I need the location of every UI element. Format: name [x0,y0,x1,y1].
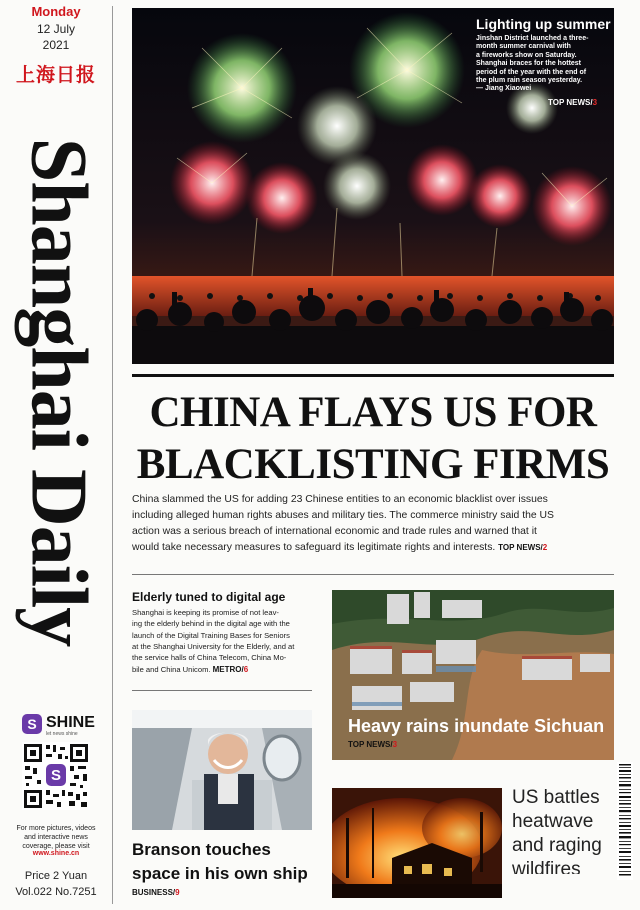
shine-url-link[interactable]: www.shine.cn [32,850,80,857]
shine-note-line: and interactive news [24,834,88,841]
section-divider [132,574,614,575]
elderly-body-line: the service halls of China Telecom, China Mo- [132,653,287,663]
section-label: BUSINESS/ [132,888,176,897]
hero-caption-line: period of the year with the end of [476,68,587,76]
masthead-title-box [8,92,108,692]
page-number: 3 [592,98,598,107]
hero-caption-line: a fireworks show on Saturday. [476,51,577,59]
page-number: 2 [542,543,548,552]
branson-headline[interactable]: space in his own ship [132,864,308,883]
column-divider [112,6,113,904]
shine-name: SHINE [46,714,95,731]
lead-body-text: would take necessary measures to safeguard its legitimate rights and interests. [132,542,496,553]
hero-caption-line: month summer carnival with [476,43,571,51]
shine-logo-icon: S [22,714,42,734]
elderly-headline[interactable]: Elderly tuned to digital age [132,590,286,604]
elderly-body-text: bile and China Unicom. [132,664,211,674]
page-number: 3 [392,740,398,749]
elderly-body-line: ing the elderly behind in the digital age with the [132,619,290,629]
section-label: TOP NEWS/ [548,98,593,107]
wildfire-headline-line: US battles [512,787,600,808]
shine-logo[interactable] [22,714,112,738]
wildfire-headline-line: and raging [512,835,602,856]
wildfire-photo[interactable] [332,788,502,898]
elderly-page-ref[interactable] [213,665,249,674]
sichuan-headline[interactable]: Heavy rains inundate Sichuan [348,716,605,736]
shine-note-line: For more pictures, videos [16,825,96,832]
hero-headline[interactable]: Lighting up summer [476,16,611,32]
hero-page-ref[interactable] [548,98,597,107]
issue-day: Monday [31,4,81,19]
wildfire-headline-line: wildfires [512,859,581,874]
lead-top-rule [132,374,614,377]
hero-caption-line: Shanghai braces for the hottest [476,60,582,68]
page-number: 6 [243,664,249,674]
branson-page-ref[interactable] [132,888,180,897]
masthead-title: Shanghai Daily [14,137,103,647]
issue-year: 2021 [42,38,70,52]
chinese-masthead: 上海日报 [15,65,96,86]
qr-code-icon[interactable] [22,742,90,810]
hero-caption-line: Jinshan District launched a three- [476,35,589,42]
masthead-column [0,0,112,910]
lead-headline[interactable]: CHINA FLAYS US FOR [149,389,597,436]
page-number: 9 [175,888,180,897]
issue-price: Price 2 Yuan [24,870,88,882]
branson-photo[interactable] [132,710,312,830]
section-label: METRO/ [212,664,244,674]
spaceship-cabin-illustration [132,710,312,830]
elderly-body-line [132,664,312,675]
issue-date: 12 July [36,22,76,36]
issue-volume: Vol.022 No.7251 [15,886,97,898]
wildfire-headline-line: heatwave [512,811,594,832]
wildfire-illustration [332,788,502,898]
section-label: TOP NEWS/ [348,740,393,749]
hero-caption-credit: — Jiang Xiaowei [476,85,532,93]
hero-caption-line: the plum rain season yesterday. [476,77,583,84]
lead-headline[interactable]: BLACKLISTING FIRMS [136,441,610,488]
lead-body-line: China slammed the US for adding 23 Chinese entities to an economic blacklist over issues [132,494,548,505]
wildfire-headline[interactable] [505,780,615,874]
lead-body-line: action was a serious breach of international economic and trade rules and warned that it [132,526,537,537]
elderly-body-line: launch of the Digital Training Bases for Seniors [132,630,290,640]
shine-tagline: let news shine [46,731,78,737]
svg-text:S: S [50,767,62,784]
section-label: TOP NEWS/ [498,543,543,552]
column-divider [132,690,312,691]
elderly-body-line: Shanghai is keeping its promise of not leav- [132,608,279,617]
lead-page-ref[interactable] [498,543,547,552]
barcode-icon [617,762,633,880]
branson-headline[interactable]: Branson touches [132,840,271,859]
sichuan-page-ref[interactable] [348,740,397,749]
lead-body-line: including alleged human rights abuses and military ties. The commerce ministry said the US [132,510,554,521]
lead-body-line [132,540,614,556]
elderly-body-line: at the Shanghai University for the Elderly, and at [132,641,295,651]
shine-note-line: coverage, please visit [22,843,90,850]
